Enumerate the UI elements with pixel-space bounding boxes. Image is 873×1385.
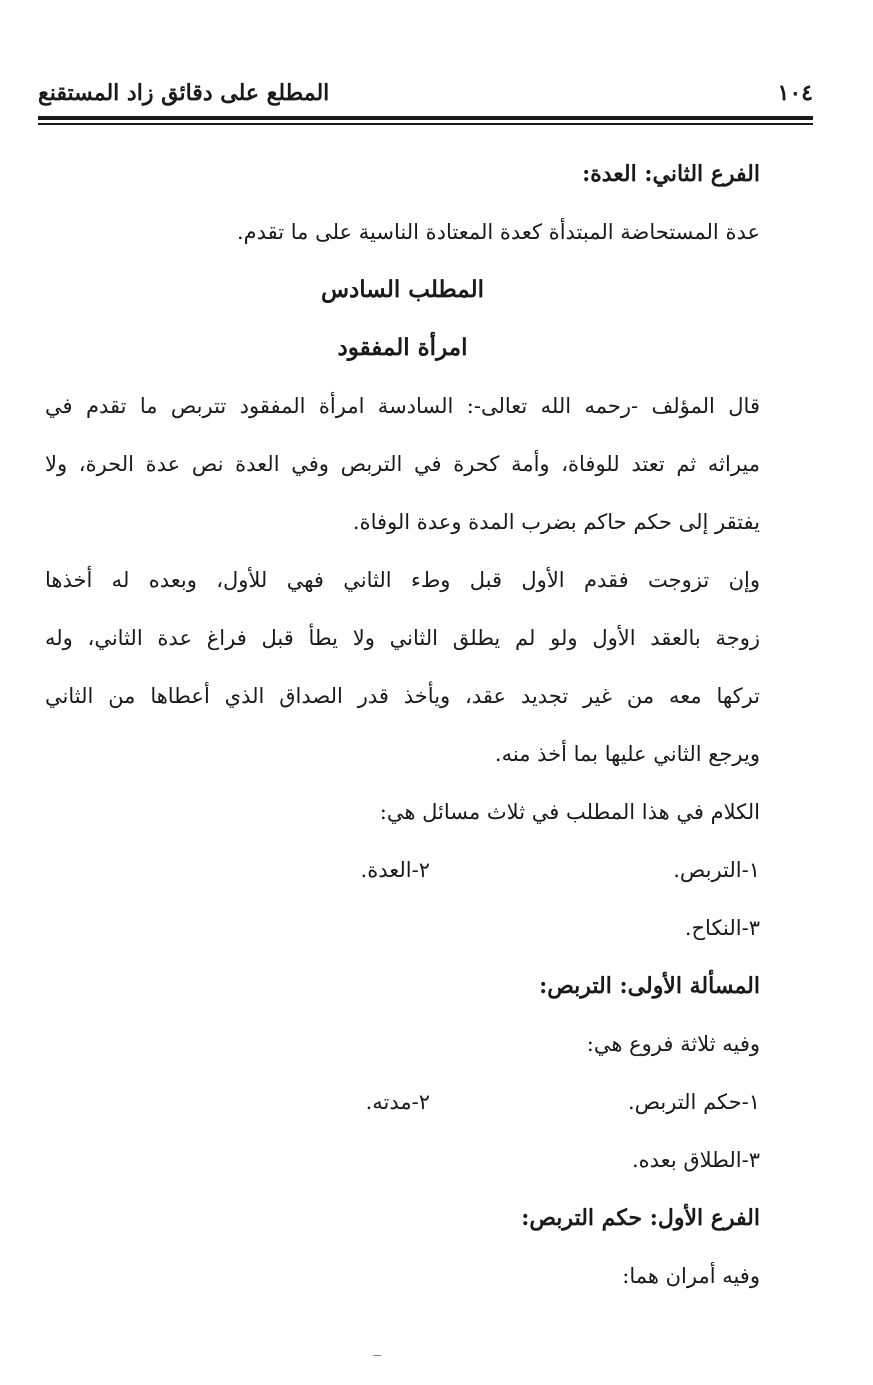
paragraph-line: زوجة بالعقد الأول ولو لم يطلق الثاني ولا يطأ قبل فراغ عدة الثاني، وله	[45, 626, 760, 650]
section-subtitle: امرأة المفقود	[337, 334, 468, 361]
subsection-heading-ruling: الفرع الأول: حكم التربص:	[521, 1205, 760, 1231]
paragraph-line: قال المؤلف -رحمه الله تعالى-: السادسة امرأة المفقود تتربص ما تقدم في	[45, 394, 760, 418]
paragraph-line: الكلام في هذا المطلب في ثلاث مسائل هي:	[379, 800, 760, 824]
header-rule-thin	[38, 123, 813, 125]
list-item: ٢-العدة.	[360, 858, 430, 882]
paragraph-line: ميراثه ثم تعتد للوفاة، وأمة كحرة في التربص وفي العدة نص عدة الحرة، ولا	[45, 452, 760, 476]
paragraph-line: وفيه ثلاثة فروع هي:	[586, 1032, 760, 1056]
paragraph-line: وإن تزوجت فقدم الأول قبل وطء الثاني فهي للأول، وبعده له أخذها	[45, 568, 760, 592]
section-title: المطلب السادس	[320, 276, 484, 303]
header-rule-thick	[38, 116, 813, 120]
list-item: ١-التربص.	[673, 858, 760, 882]
list-item: ٣-النكاح.	[684, 916, 760, 940]
page-number: ١٠٤	[777, 80, 813, 106]
paragraph-line: عدة المستحاضة المبتدأة كعدة المعتادة الناسية على ما تقدم.	[236, 220, 760, 244]
paragraph-line: تركها معه من غير تجديد عقد، ويأخذ قدر الصداق الذي أعطاها من الثاني	[45, 684, 760, 708]
page-body	[45, 145, 760, 1305]
page-header	[38, 78, 813, 112]
paragraph-line: وفيه أمران هما:	[622, 1264, 760, 1288]
subsection-heading-iddah: الفرع الثاني: العدة:	[582, 161, 760, 187]
list-item: ٢-مدته.	[365, 1090, 430, 1114]
running-title: المطلع على دقائق زاد المستقنع	[38, 80, 330, 106]
issue-heading: المسألة الأولى: التربص:	[539, 973, 760, 999]
list-item: ١-حكم التربص.	[627, 1090, 760, 1114]
paragraph-line: ويرجع الثاني عليها بما أخذ منه.	[494, 742, 760, 766]
list-item: ٣-الطلاق بعده.	[631, 1148, 760, 1172]
footer-mark	[373, 1355, 381, 1356]
list-row	[45, 1073, 760, 1131]
paragraph-line: يفتقر إلى حكم حاكم بضرب المدة وعدة الوفاة.	[352, 510, 760, 534]
list-row	[45, 841, 760, 899]
